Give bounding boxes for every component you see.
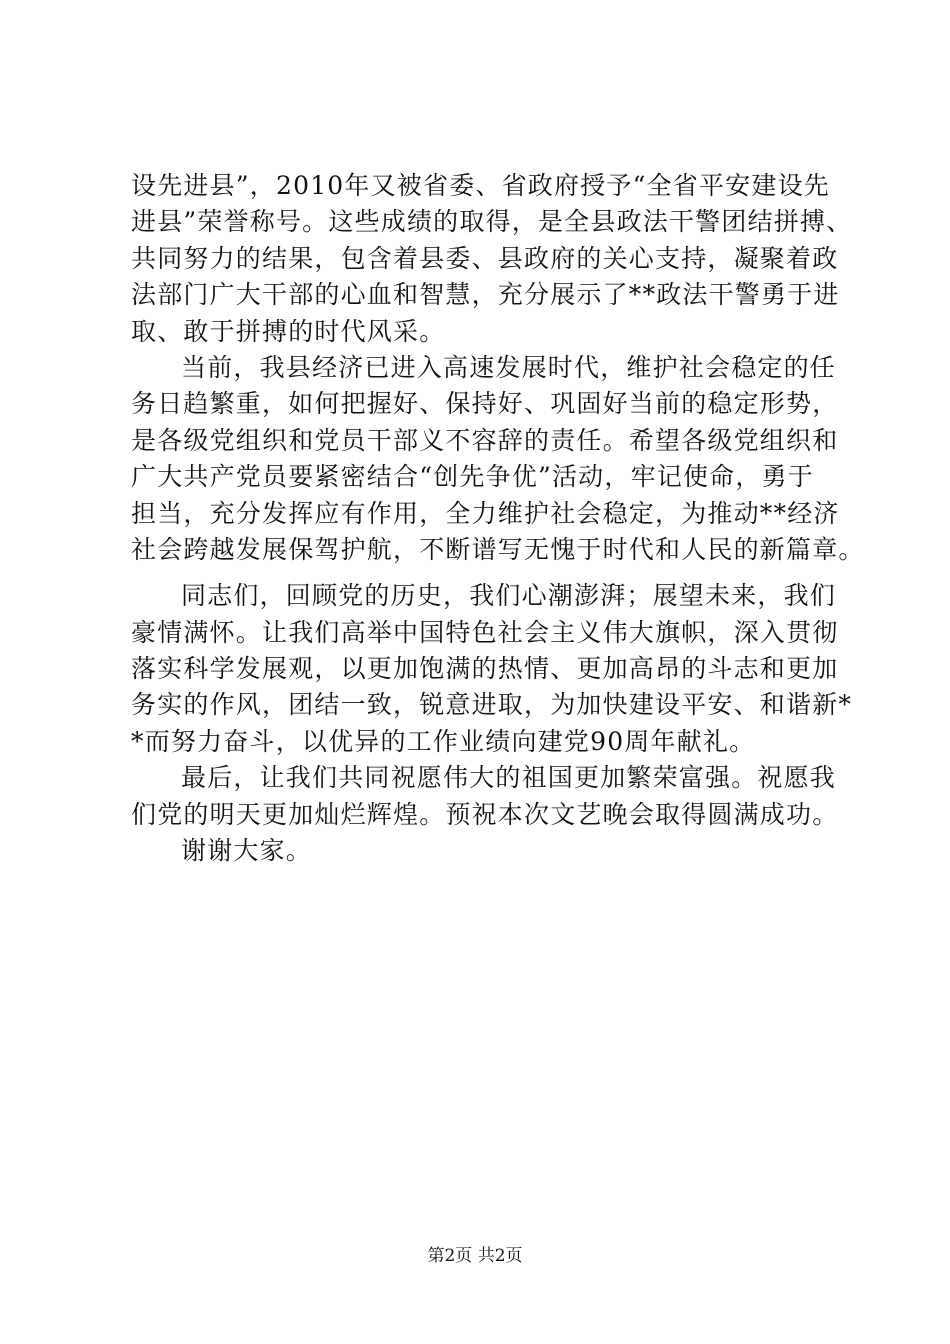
paragraph-1-line-3: 共同努力的结果，包含着县委、县政府的关心支持，凝聚着政 <box>131 243 839 273</box>
closing-thanks: 谢谢大家。 <box>181 836 313 866</box>
paragraph-1-line-2: 进县”荣誉称号。这些成绩的取得，是全县政法干警团结拼搏、 <box>131 207 853 237</box>
paragraph-2-line-2: 务日趋繁重，如何把握好、保持好、巩固好当前的稳定形势， <box>131 389 839 419</box>
paragraph-2-line-3: 是各级党组织和党员干部义不容辞的责任。希望各级党组织和 <box>131 425 839 455</box>
paragraph-2-line-6: 社会跨越发展保驾护航，不断谱写无愧于时代和人民的新篇章。 <box>131 534 865 564</box>
paragraph-1-line-5: 取、敢于拼搏的时代风采。 <box>131 316 446 346</box>
paragraph-1-line-4: 法部门广大干部的心血和智慧，充分展示了**政法干警勇于进 <box>131 280 840 310</box>
paragraph-3-line-1: 同志们，回顾党的历史，我们心潮澎湃；展望未来，我们 <box>181 581 837 611</box>
paragraph-3-line-3: 落实科学发展观，以更加饱满的热情、更加高昂的斗志和更加 <box>131 654 839 684</box>
page-footer <box>0 1245 950 1267</box>
paragraph-1-line-1: 设先进县”，2010年又被省委、省政府授予“全省平安建设先 <box>131 171 830 200</box>
paragraph-4-line-2: 们党的明天更加灿烂辉煌。预祝本次文艺晚会取得圆满成功。 <box>131 799 839 829</box>
paragraph-3-line-4: 务实的作风，团结一致，锐意进取，为加快建设平安、和谐新* <box>131 690 853 720</box>
document-body <box>131 168 865 869</box>
paragraph-2-line-5: 担当，充分发挥应有作用，全力维护社会稳定，为推动**经济 <box>131 498 840 528</box>
paragraph-2-line-1: 当前，我县经济已进入高速发展时代，维护社会稳定的任 <box>181 352 837 382</box>
page-number-label: 第2页 共2页 <box>427 1246 523 1266</box>
paragraph-3-line-5: *而努力奋斗，以优异的工作业绩向建党90周年献礼。 <box>131 726 756 756</box>
paragraph-2-line-4: 广大共产党员要紧密结合“创先争优”活动，牢记使命，勇于 <box>131 462 814 492</box>
paragraph-3-line-2: 豪情满怀。让我们高举中国特色社会主义伟大旗帜，深入贯彻 <box>131 617 839 647</box>
paragraph-4-line-1: 最后，让我们共同祝愿伟大的祖国更加繁荣富强。祝愿我 <box>181 763 837 793</box>
